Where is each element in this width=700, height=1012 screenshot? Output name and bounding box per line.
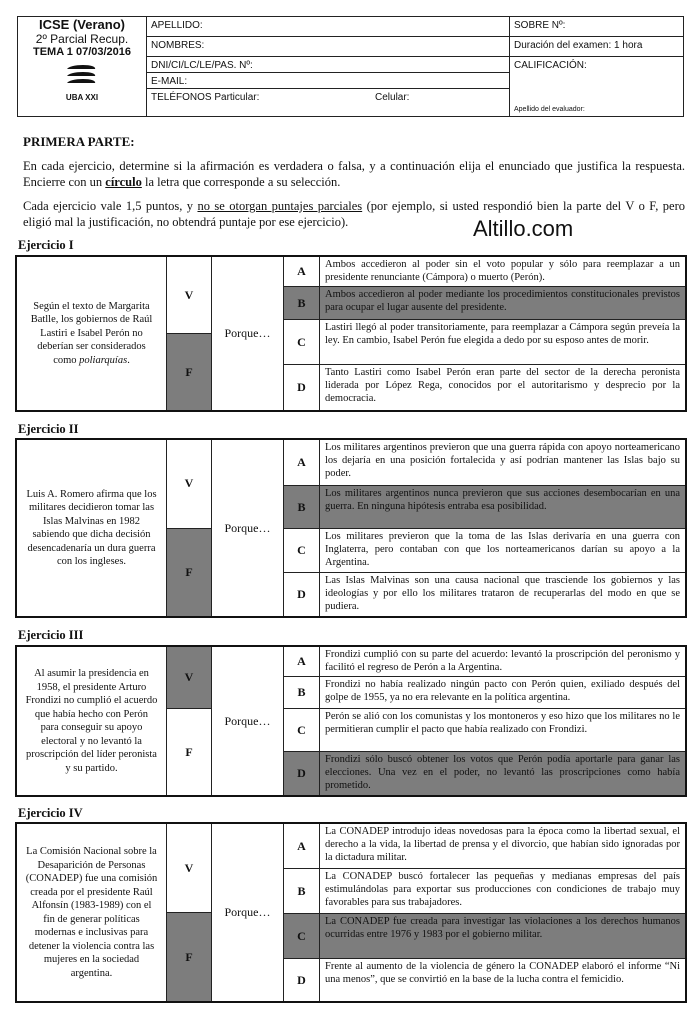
option-row[interactable]	[284, 647, 685, 677]
option-text: Los militares argentinos previeron que una guerra rápida con apoyo norteamericano los dejaría en una posición fortalecida y así podrían mantener las Islas bajo su poder.	[325, 442, 680, 479]
instr-text: Cada ejercicio vale 1,5 puntos, y	[23, 199, 198, 213]
instr-text: En cada ejercicio, determine si la afirmación es verdadera o falsa, y a continuación elija el enunciado que justifica la respuesta. Encierre con un	[23, 159, 685, 189]
option-text: Lastiri llegó al poder transitoriamente, para reemplazar a Cámpora según preveía la ley. En cambio, Isabel Perón fue elegida a dedo por su esposo antes de morir.	[325, 322, 680, 346]
section-title: PRIMERA PARTE:	[23, 134, 135, 149]
duration-label: Duración del examen: 1 hora	[510, 37, 683, 57]
course-title: ICSE (Verano)	[39, 17, 125, 32]
exercise-2-statement: Luis A. Romero afirma que los militares decidieron tomar las Islas Malvinas en 1982 sabiendo que dicha decisión desencadenaría un dura guerra con los ingleses.	[17, 440, 167, 616]
option-row[interactable]	[284, 529, 685, 573]
option-letter[interactable]: D	[284, 752, 320, 795]
statement-text: Según el texto de Margarita Batlle, los gobiernos de Raúl Lastiri e Isabel Perón no deberían ser considerados como	[30, 300, 153, 366]
exercise-2-vf	[167, 440, 212, 616]
option-row[interactable]	[284, 752, 685, 795]
exam-type: 2º Parcial Recup.	[35, 32, 129, 46]
option-row[interactable]	[284, 573, 685, 616]
instructions-p1	[23, 158, 685, 190]
option-row[interactable]	[284, 287, 685, 320]
true-option[interactable]: V	[167, 440, 211, 529]
option-letter[interactable]: B	[284, 486, 320, 528]
instr-text: la letra que corresponde a su selección.	[141, 175, 341, 189]
option-row[interactable]	[284, 677, 685, 709]
exercise-4-table	[15, 822, 687, 1003]
option-text: La CONADEP buscó fortalecer las pequeñas y medianas empresas del país estimulándolas para exportar sus producciones con condiciones de trabajo muy favorables para sus trabajadores.	[325, 871, 680, 908]
brand-name: UBA XXI	[65, 93, 99, 102]
option-letter[interactable]: B	[284, 677, 320, 708]
option-text: Ambos accedieron al poder sin el voto popular y sólo para reemplazar a un presidente renunciante (Cámpora) o muerto (Perón).	[325, 259, 680, 283]
porque-label: Porque…	[212, 824, 284, 1001]
exercise-3-table	[15, 645, 687, 797]
option-letter[interactable]: A	[284, 824, 320, 868]
grade-box	[510, 57, 683, 116]
option-row[interactable]	[284, 257, 685, 287]
option-row[interactable]	[284, 709, 685, 752]
option-letter[interactable]: D	[284, 365, 320, 410]
porque-label: Porque…	[212, 257, 284, 410]
option-letter[interactable]: A	[284, 647, 320, 676]
option-letter[interactable]: D	[284, 959, 320, 1001]
uba-logo-icon	[62, 63, 102, 91]
instructions-p2	[23, 198, 685, 230]
sobre-field[interactable]: SOBRE Nº:	[510, 17, 683, 37]
phone-row	[147, 89, 509, 116]
exercise-1-statement	[17, 257, 167, 410]
porque-label: Porque…	[212, 647, 284, 795]
dni-field[interactable]: DNI/CI/LC/LE/PAS. Nº:	[147, 57, 509, 73]
apellido-field[interactable]: APELLIDO:	[147, 17, 509, 37]
false-option[interactable]: F	[167, 529, 211, 617]
instr-emphasis: círculo	[105, 175, 142, 189]
option-letter[interactable]: C	[284, 529, 320, 572]
option-text: La CONADEP introdujo ideas novedosas para la época como la libertad sexual, el derecho a la vida, la libertad de prensa y el divorcio, que habían sido ignoradas por la dictadura militar.	[325, 826, 680, 863]
true-option[interactable]: V	[167, 824, 211, 913]
option-letter[interactable]: A	[284, 440, 320, 485]
option-letter[interactable]: A	[284, 257, 320, 286]
exercise-4-title: Ejercicio IV	[18, 806, 83, 820]
grade-label: CALIFICACIÓN:	[514, 60, 587, 71]
option-text: Los militares previeron que la toma de las Islas derivaría en una guerra con Inglaterra, pero contaban con que los norteamericanos darían su apoyo a la Argentina.	[325, 531, 680, 568]
exam-header	[17, 16, 684, 117]
exercise-4-options	[284, 824, 685, 1001]
option-row[interactable]	[284, 959, 685, 1001]
exam-info-box	[18, 17, 147, 116]
option-letter[interactable]: C	[284, 709, 320, 751]
option-row[interactable]	[284, 365, 685, 410]
exam-date: TEMA 1 07/03/2016	[32, 46, 132, 58]
student-fields	[147, 17, 510, 116]
nombres-field[interactable]: NOMBRES:	[147, 37, 509, 57]
option-row[interactable]	[284, 824, 685, 869]
email-field[interactable]: E-MAIL:	[147, 73, 509, 89]
evaluator-label: Apellido del evaluador:	[514, 106, 585, 113]
exercise-2-title: Ejercicio II	[18, 422, 79, 436]
exercise-3-statement: Al asumir la presidencia en 1958, el presidente Arturo Frondizi no cumplió el acuerdo que había hecho con Perón para conseguir su apoyo electoral y no levantó la proscripción del líder peronista y su partido.	[17, 647, 167, 795]
option-row[interactable]	[284, 320, 685, 365]
option-text: Las Islas Malvinas son una causa nacional que trasciende los gobiernos y las ideologías y por ello los militares trataron de recuperarlas del modo en que se pudiera.	[325, 575, 680, 612]
exercise-1-options	[284, 257, 685, 410]
false-option[interactable]: F	[167, 334, 211, 410]
exercise-3-options	[284, 647, 685, 795]
exercise-1-title: Ejercicio I	[18, 238, 74, 252]
watermark: Altillo.com	[473, 216, 574, 241]
option-letter[interactable]: C	[284, 320, 320, 364]
grading-fields	[510, 17, 683, 116]
exercise-3-vf	[167, 647, 212, 795]
false-option[interactable]: F	[185, 744, 193, 759]
statement-text: .	[127, 354, 130, 366]
exercise-4-statement: La Comisión Nacional sobre la Desaparición de Personas (CONADEP) fue una comisión creada por el presidente Raúl Alfonsín (1983-1989) con el fin de generar políticas modernas e inclusivas para detener la violencia contra las mujeres en la sociedad argentina.	[17, 824, 167, 1001]
exercise-1-vf	[167, 257, 212, 410]
option-row[interactable]	[284, 869, 685, 914]
option-letter[interactable]: B	[284, 287, 320, 319]
option-letter[interactable]: D	[284, 573, 320, 616]
option-text: Frondizi no había realizado ningún pacto con Perón quien, exiliado después del golpe de 1955, ya no era relevante en la política argentina.	[325, 679, 680, 703]
instr-text: (por ejemplo, si usted respondió bien la parte del V o F, pero eligió mal la justificación, no obtendrá puntaje por ese ejercicio).	[23, 199, 685, 229]
option-text: Los militares argentinos nunca previeron que sus acciones desembocarían en una guerra. En ninguna hipótesis entraba esa posibilidad.	[325, 488, 680, 512]
option-letter[interactable]: C	[284, 914, 320, 958]
porque-label: Porque…	[212, 440, 284, 616]
option-row[interactable]	[284, 486, 685, 529]
option-text: Frente al aumento de la violencia de género la CONADEP elaboró el informe “Ni una menos”, que se convirtió en la base de la lucha contra el femicidio.	[325, 961, 680, 985]
true-option[interactable]: V	[167, 647, 211, 709]
statement-italic: poliarquías	[79, 354, 128, 366]
exercise-4-vf	[167, 824, 212, 1001]
option-text: Perón se alió con los comunistas y los montoneros y eso hizo que los militares no le permitieran cumplir el pacto que había realizado con Frondizi.	[325, 711, 680, 735]
exercise-2-table	[15, 438, 687, 618]
instr-emphasis: no se otorgan puntajes parciales	[197, 199, 363, 213]
true-option[interactable]: V	[167, 257, 211, 334]
exercise-1-table	[15, 255, 687, 412]
option-letter[interactable]: B	[284, 869, 320, 913]
option-text: Ambos accedieron al poder mediante los procedimientos constitucionales previstos para ocupar el lugar ausente del presidente.	[325, 289, 680, 313]
option-text: Frondizi sólo buscó obtener los votos que Perón podía aportarle para ganar las elecciones. Una vez en el poder, no levantó las proscripciones como había prometido.	[325, 754, 680, 791]
phone-field[interactable]: TELÉFONOS Particular:	[151, 92, 260, 103]
option-row[interactable]	[284, 440, 685, 486]
option-text: La CONADEP fue creada para investigar las violaciones a los derechos humanos ocurridas entre 1976 y 1983 por el gobierno militar.	[325, 916, 680, 940]
option-row[interactable]	[284, 914, 685, 959]
exercise-3-title: Ejercicio III	[18, 628, 84, 642]
false-option[interactable]: F	[167, 913, 211, 1001]
exercise-2-options	[284, 440, 685, 616]
mobile-field[interactable]: Celular:	[375, 92, 410, 103]
option-text: Frondizi cumplió con su parte del acuerdo: levantó la proscripción del peronismo y facilitó el regreso de Perón a la Argentina.	[325, 649, 680, 673]
option-text: Tanto Lastiri como Isabel Perón eran parte del sector de la derecha peronista liderada por López Rega, conocidos por el autoritarismo y desprecio por la democracia.	[325, 367, 680, 404]
